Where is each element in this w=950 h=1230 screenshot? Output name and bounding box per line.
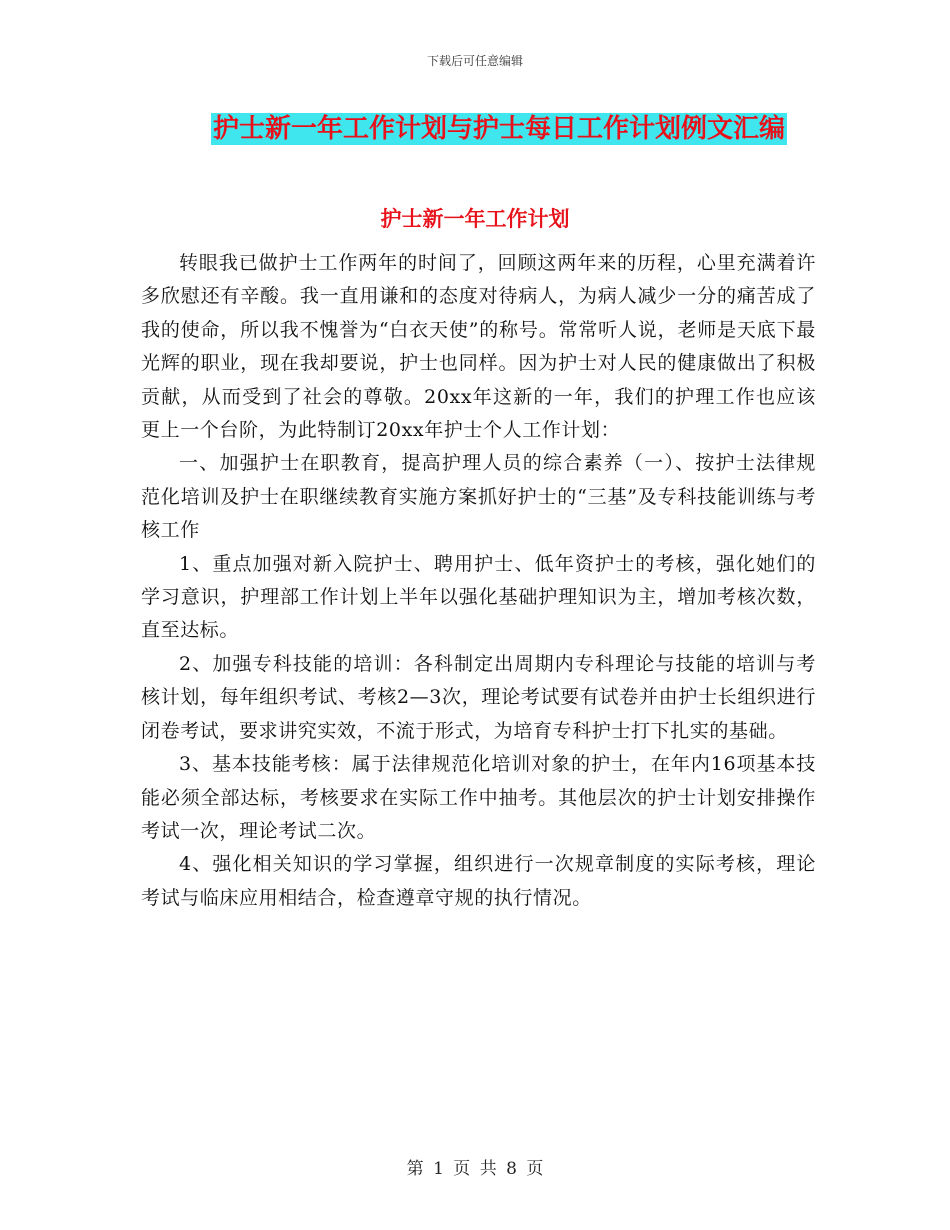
page-number-footer: 第 1 页 共 8 页 — [406, 1159, 544, 1179]
main-title: 护士新一年工作计划与护士每日工作计划例文汇编 — [212, 114, 785, 144]
paragraph-section-one: 一、加强护士在职教育，提高护理人员的综合素养（一）、按护士法律规范化培训及护士在职继续教育实施方案抓好护士的“三基”及专科技能训练与考核工作 — [141, 452, 816, 542]
page-header-note: 下载后可任意编辑 — [426, 54, 523, 68]
main-title-container — [0, 113, 950, 145]
paragraph-item-4: 4、强化相关知识的学习掌握，组织进行一次规章制度的实际考核，理论考试与临床应用相结合，检查遵章守规的执行情况。 — [141, 853, 816, 909]
document-body — [141, 247, 816, 915]
paragraph-intro: 转眼我已做护士工作两年的时间了，回顾这两年来的历程，心里充满着许多欣慰还有辛酸。我一直用谦和的态度对待病人，为病人减少一分的痛苦成了我的使命，所以我不愧誉为“白衣天使”的称号。常常听人说，老师是天底下最光辉的职业，现在我却要说，护士也同样。因为护士对人民的健康做出了积极贡献，从而受到了社会的尊敬。20xx年这新的一年，我们的护理工作也应该更上一个台阶，为此特制订20xx年护士个人工作计划： — [141, 252, 816, 442]
section-title: 护士新一年工作计划 — [380, 207, 570, 231]
paragraph-item-2: 2、加强专科技能的培训：各科制定出周期内专科理论与技能的培训与考核计划，每年组织考试、考核2—3次，理论考试要有试卷并由护士长组织进行闭卷考试，要求讲究实效，不流于形式，为培育专科护士打下扎实的基础。 — [141, 652, 816, 742]
paragraph-item-1: 1、重点加强对新入院护士、聘用护士、低年资护士的考核，强化她们的学习意识，护理部工作计划上半年以强化基础护理知识为主，增加考核次数，直至达标。 — [141, 552, 816, 642]
paragraph-item-3: 3、基本技能考核：属于法律规范化培训对象的护士，在年内16项基本技能必须全部达标，考核要求在实际工作中抽考。其他层次的护士计划安排操作考试一次，理论考试二次。 — [141, 753, 816, 842]
